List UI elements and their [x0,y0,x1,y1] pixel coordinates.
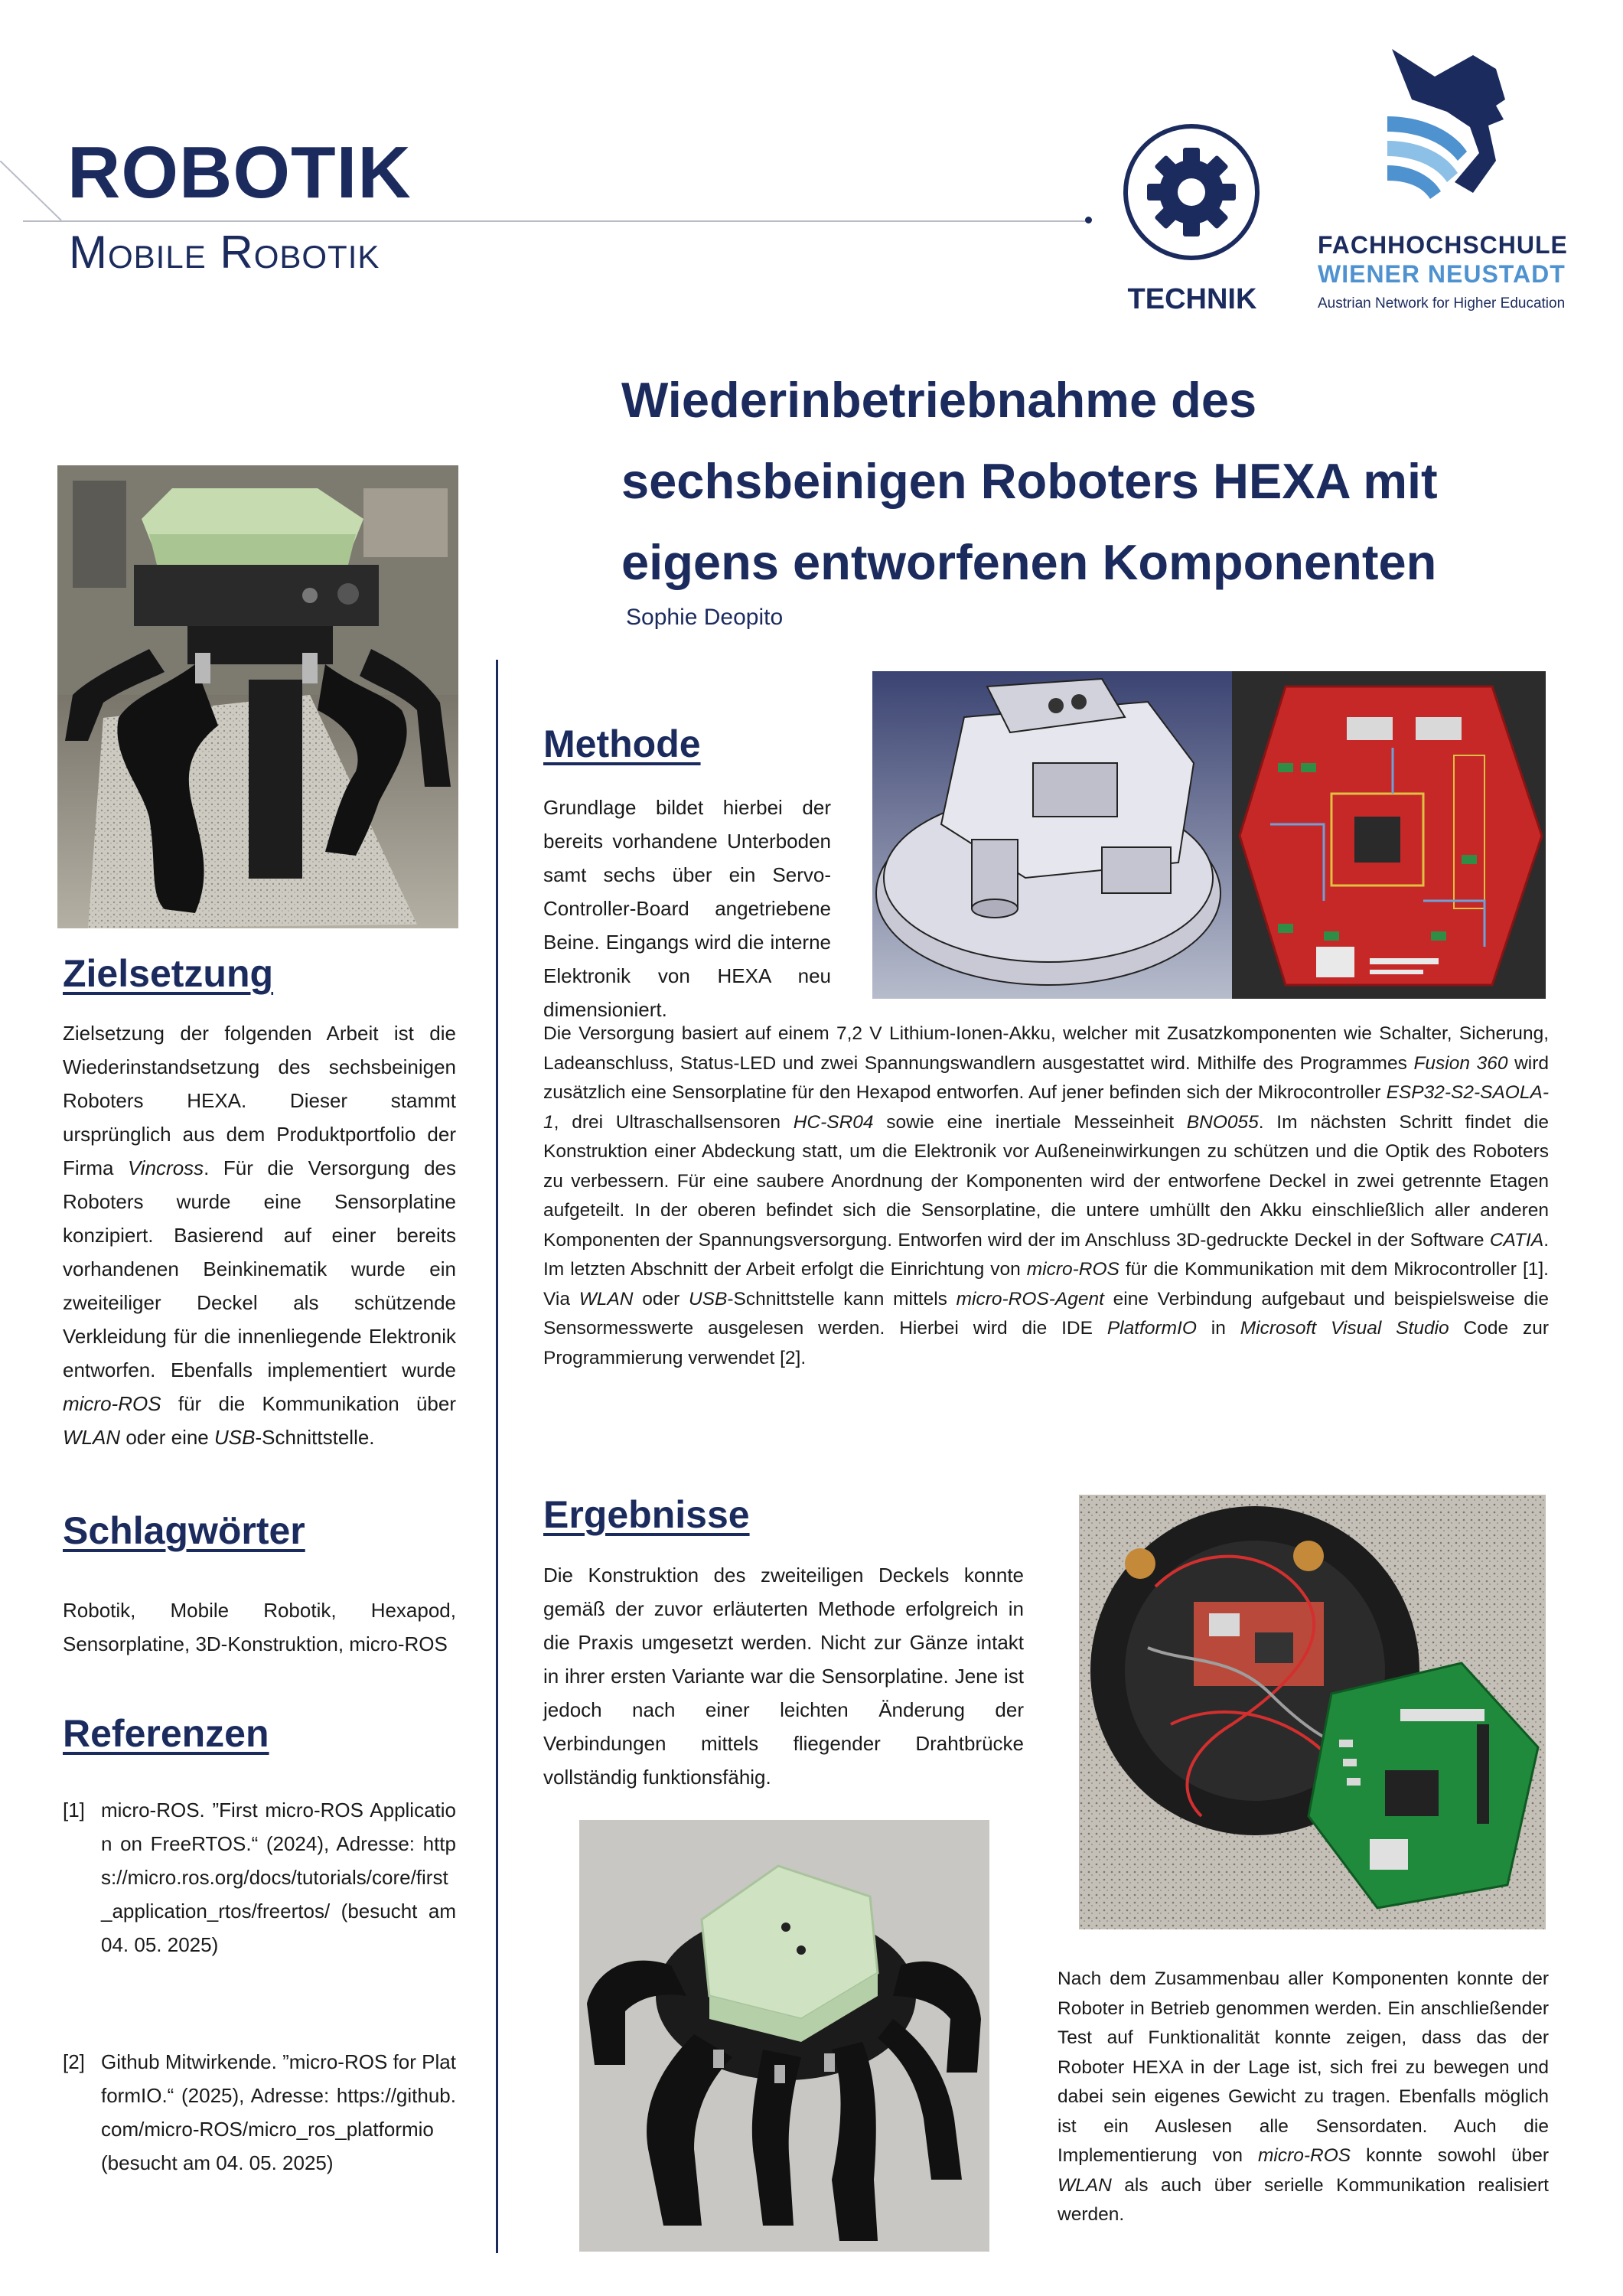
pcb-layout-render [1232,671,1546,999]
reference-text: Github Mitwirkende. ”micro-ROS for PlatformIO.“ (2025), Adresse: https://github.com/micro-ROS/micro_ros_platformio (besucht am 04. 05. 2025) [101,2050,456,2174]
ergebnisse-text-2: Nach dem Zusammenbau aller Komponenten konnte der Roboter in Betrieb genommen werden. Ein anschließender Test auf Funktionalität konnte zeigen, dass das der Roboter HEXA in der Lage ist, sich frei zu bewegen und dabei sein eigenes Gewicht zu tragen. Ebenfalls möglich ist ein Auslesen alle Sensordaten. Auch die Implementierung von micro-ROS konnte sowohl über WLAN als auch über serielle Kommunikation realisiert werden. [1058,1968,1550,2225]
methode-main-text: Die Versorgung basiert auf einem 7,2 V Lithium-Ionen-Akku, welcher mit Zusatzkomponenten wie Schalter, Sicherung, Ladeanschluss, Status-LED und zwei Spannungswandlern ausgestattet wird. Mithilfe des Programmes Fusion 360 wird zusätzlich eine Sensorplatine für den Hexapod entworfen. Auf jener befinden sich der Mikrocontroller ESP32-S2-SAOLA-1, drei Ultraschallsensoren HC-SR04 sowie eine inertiale Messeinheit BNO055. Im nächsten Schritt findet die Konstruktion einer Abdeckung statt, um die Elektronik vor Außeneinwirkungen zu schützen und die Optik des Roboters zu verbessern. Für eine saubere Anordnung der Komponenten wird der entworfene Deckel in zwei getrennte Etagen aufgeteilt. In der oberen befindet sich die Sensorplatine, die untere umhüllt den Akku einschließlich aller anderen Komponenten der Spannungsversorgung. Entworfen wird der im Anschluss 3D-gedruckte Deckel in der Software CATIA. Im letzten Abschnitt der Arbeit erfolgt die Einrichtung von micro-ROS für die Kommunikation mit dem Mikrocontroller [1]. Via WLAN oder USB-Schnittstelle kann mittels micro-ROS-Agent eine Verbindung aufgebaut und beispielsweise die Sensormesswerte ausgelesen werden. Hierbei wird die IDE PlatformIO in Microsoft Visual Studio Code zur Programmierung verwendet [2]. [543,1023,1550,1368]
referenzen-heading: Referenzen [63,1712,269,1755]
reference-number: [1] [63,1799,85,1821]
institution-name-line2: WIENER NEUSTADT [1318,260,1566,288]
zielsetzung-heading: Zielsetzung [63,952,274,995]
header-rule-dot [1085,217,1092,223]
reference-item [63,1793,456,1962]
reference-number: [2] [63,2050,85,2073]
header-subtitle: Mobile Robotik [69,227,380,278]
assembled-hexa-photo [579,1820,989,2252]
schlagwoerter-heading: Schlagwörter [63,1509,305,1552]
column-divider [496,660,498,2253]
zielsetzung-text: Zielsetzung der folgenden Arbeit ist die Wiederinstandsetzung des sechsbeinigen Roboters HEXA. Dieser stammt ursprünglich aus dem Produktportfolio der Firma Vincross. Für die Versorgung des Roboters wurde eine Sensorplatine konzipiert. Basierend auf einer bereits vorhandenen Beinkinematik wurde ein zweiteiliger Deckel als schützende Verkleidung für die innenliegende Elektronik entworfen. Ebenfalls implementiert wurde micro-ROS für die Kommunikation über WLAN oder eine USB-Schnittstelle. [63,1022,456,1449]
reference-text: micro-ROS. ”First micro-ROS Application on FreeRTOS.“ (2024), Adresse: https://micro.ros.org/docs/tutorials/core/first_application_rtos/freertos/ (besucht am 04. 05. 2025) [101,1799,456,1956]
institution-tagline: Austrian Network for Higher Education [1318,295,1566,311]
reference-item [63,2045,456,2180]
ergebnisse-text-1: Die Konstruktion des zweiteiligen Deckels konnte gemäß der zuvor erläuterten Methode erfolgreich in die Praxis umgesetzt werden. Nicht zur Gänze intakt in ihrer ersten Variante war die Sensorplatine. Jene ist jedoch nach einer leichten Änderung der Verbindungen mittels fliegender Drahtbrücke vollständig funktionsfähig. [543,1564,1024,1789]
technik-label: TECHNIK [1127,283,1257,315]
hexa-robot-photo [57,465,458,928]
institution-name-line1: FACHHOCHSCHULE [1318,231,1568,259]
ergebnisse-heading: Ergebnisse [543,1493,750,1536]
technik-gear-icon [1122,122,1261,262]
header-corner-line [0,161,69,230]
header-rule [23,220,1087,222]
methode-heading: Methode [543,722,701,765]
poster-title: Wiederinbetriebnahme des sechsbeinigen Roboters HEXA mit eigens entworfenen Komponenten [621,372,1438,590]
methode-intro-text: Grundlage bildet hierbei der bereits vorhandene Unterboden samt sechs über ein Servo-Controller-Board angetriebene Beine. Eingangs wird die interne Elektronik von HEXA neu dimensioniert. [543,796,831,1021]
schlagwoerter-text: Robotik, Mobile Robotik, Hexapod, Sensorplatine, 3D-Konstruktion, micro-ROS [63,1599,456,1655]
cad-model-render [872,671,1232,999]
fh-logo-icon [1381,46,1511,203]
electronics-photo [1079,1495,1546,1929]
header-title: ROBOTIK [67,132,412,214]
poster-author: Sophie Deopito [626,605,784,630]
